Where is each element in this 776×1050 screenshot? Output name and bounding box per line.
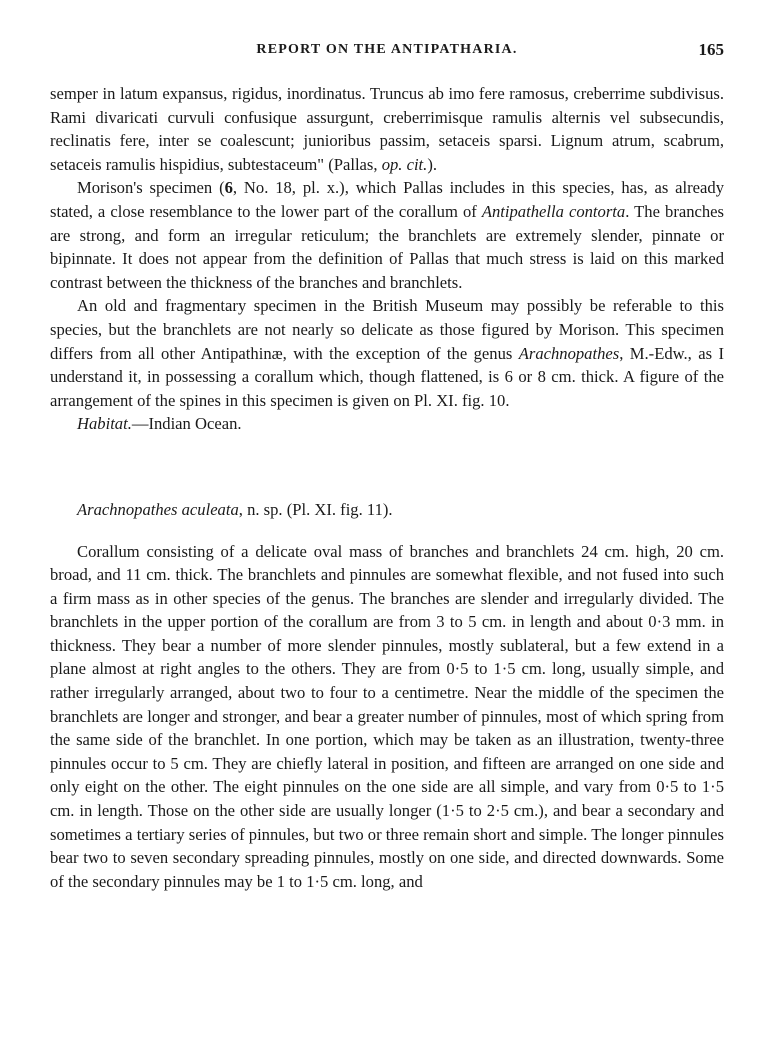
page-number: 165 <box>698 40 724 59</box>
species-heading-rest: , n. sp. (Pl. XI. fig. 11). <box>238 499 393 519</box>
pallas-quote-end: ). <box>427 154 437 174</box>
paragraph-british-museum <box>50 294 724 412</box>
op-cit: op. cit. <box>381 154 428 174</box>
museum-text-2: , M.-Edw., as I understand it, in possessing a corallum which, though flattened, is 6 or 8 cm. thick. A figure of the arrangement of the spines in this specimen is given on Pl. XI. fig. 10. <box>50 343 724 410</box>
running-title: REPORT ON THE ANTIPATHARIA. <box>256 42 518 57</box>
species-name: Arachnopathes aculeata <box>77 499 239 519</box>
morison-text-1: Morison's specimen ( <box>77 178 225 198</box>
taxon-antipathella-contorta: Antipathella contorta <box>481 201 626 221</box>
morison-text-2: , No. 18, pl. x.), which Pallas includes in this species, has, as already stated, a close resemblance to the lower part of the corallum of <box>50 178 724 221</box>
paragraph-pallas-quote <box>50 82 724 176</box>
running-header <box>50 42 724 66</box>
species-heading <box>50 498 724 522</box>
morison-text-3: . The branches are strong, and form an irregular reticulum; the branchlets are extremely slender, pinnate or bipinnate. It does not appear from the definition of Pallas that much stress is laid on this marked contrast between the thickness of the branches and branchlets. <box>50 201 724 292</box>
body-text <box>50 82 724 893</box>
paragraph-morison <box>50 176 724 294</box>
pallas-quote-text: semper in latum expansus, rigidus, inordinatus. Truncus ab imo fere ramosus, creberrime subdivisus. Rami divaricati curvuli confusique assurgunt, creberrimisque ramulis alternis vel subsecundis, reclinatis fere, inter se coalescunt; junioribus passim, setaceis sparsi. Lignum atrum, scabrum, setaceis ramulis hispidius, subtestaceum" (Pallas, <box>50 84 724 174</box>
paragraph-corallum-description: Corallum consisting of a delicate oval mass of branches and branchlets 24 cm. high, 20 cm. broad, and 11 cm. thick. The branchlets and pinnules are somewhat flexible, and not fused into such a firm mass as in other species of the genus. The branches are slender and irregularly divided. The branchlets in the upper portion of the corallum are from 3 to 5 cm. in length and about 0·3 mm. in thickness. They bear a number of more slender pinnules, mostly sublateral, but a few extend in a plane almost at right angles to the others. They are from 0·5 to 1·5 cm. long, usually simple, and rather irregularly arranged, about two to four to a centimetre. Near the middle of the specimen the branchlets are longer and stronger, and bear a greater number of pinnules, most of which spring from the same side of the branchlet. In one portion, which may be taken as an illustration, twenty-three pinnules occur to 5 cm. They are chiefly lateral in position, and fifteen are arranged on one side and only eight on the other. The eight pinnules on the one side are all simple, and vary from 0·5 to 1·5 cm. in length. Those on the other side are usually longer (1·5 to 2·5 cm.), and bear a secondary and sometimes a tertiary series of pinnules, but two or three remain short and simple. The longer pinnules bear two to seven secondary spreading pinnules, mostly on one side, and directed downwards. Some of the secondary pinnules may be 1 to 1·5 cm. long, and <box>50 541 724 891</box>
habitat-label: Habitat. <box>77 414 132 434</box>
habitat-line <box>50 412 724 436</box>
museum-text-1: An old and fragmentary specimen in the British Museum may possibly be referable to this species, but the branchlets are not nearly so delicate as those figured by Morison. This specimen differs from all other Antipathinæ, with the exception of the genus <box>50 296 724 363</box>
genus-arachnopathes: Arachnopathes <box>518 343 620 363</box>
habitat-value: —Indian Ocean. <box>131 414 242 434</box>
reference-number: 6 <box>224 178 233 198</box>
